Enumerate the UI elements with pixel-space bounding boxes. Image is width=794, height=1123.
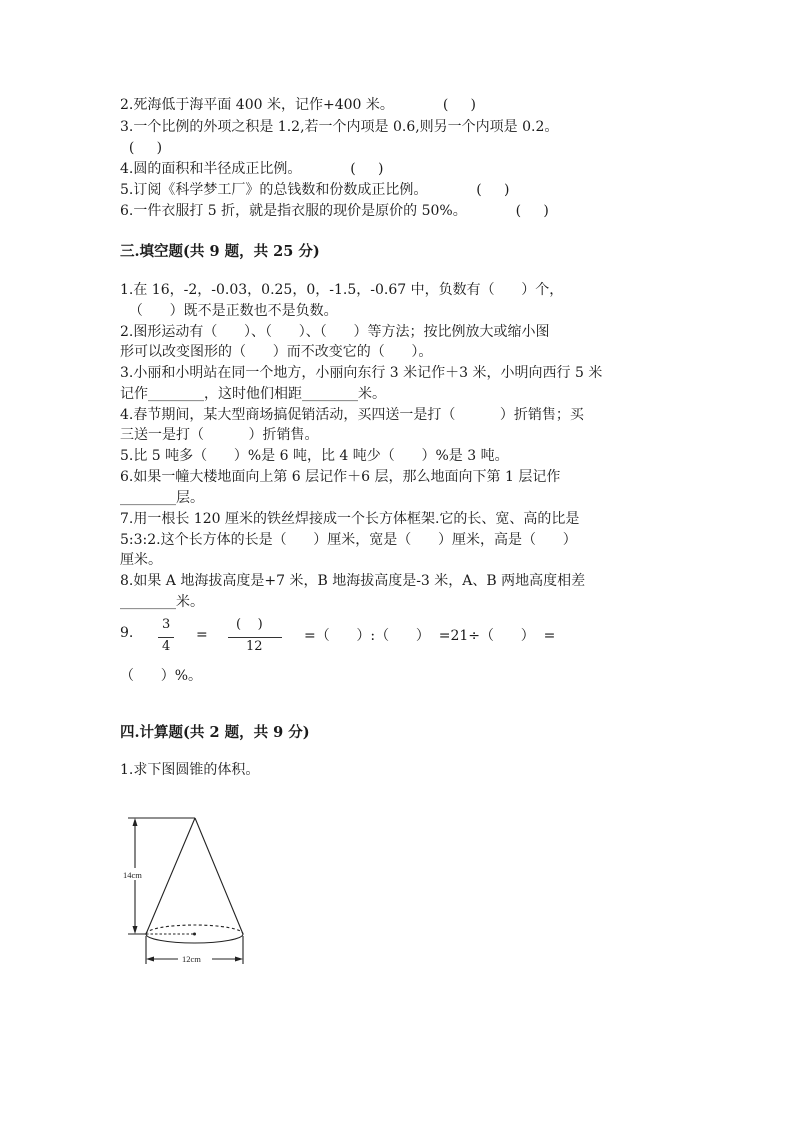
q9-equals-1: =: [196, 627, 208, 643]
fill-line-6: 记作________，这时他们相距________米。: [120, 386, 386, 402]
fill-line-10: 6.如果一幢大楼地面向上第 6 层记作＋6 层，那么地面向下第 1 层记作: [120, 469, 561, 485]
height-label: 14cm: [123, 870, 142, 880]
fill-line-5: 3.小丽和小明站在同一个地方，小丽向东行 3 米记作＋3 米，小明向西行 5 米: [120, 365, 603, 381]
judgement-item-3: 3.一个比例的外项之积是 1.2,若一个内项是 0.6,则另一个内项是 0.2。: [120, 119, 559, 135]
judgement-item-2: 2.死海低于海平面 400 米，记作+400 米。 ( ): [120, 97, 477, 113]
fill-line-15: 8.如果 A 地海拔高度是+7 米，B 地海拔高度是-3 米，A、B 两地高度相差: [120, 573, 586, 589]
section3-title: 三.填空题(共 9 题，共 25 分): [120, 243, 320, 260]
q9-rest: =（ ）:（ ） =21÷（ ） =: [304, 628, 556, 644]
fill-line-16: ________米。: [120, 594, 204, 610]
fill-line-2: （ ）既不是正数也不是负数。: [120, 303, 338, 319]
fill-line-7: 4.春节期间，某大型商场搞促销活动，买四送一是打（ ）折销售；买: [120, 407, 584, 423]
fill-line-11: ________层。: [120, 490, 204, 506]
cone-left-side: [146, 818, 195, 934]
fill-line-14: 厘米。: [120, 552, 162, 568]
q9-frac2-bar: [228, 637, 282, 638]
q9-frac1-bar: [158, 637, 174, 638]
fill-line-4: 形可以改变图形的（ ）而不改变它的（ ）。: [120, 344, 433, 360]
fill-line-1: 1.在 16，-2，-0.03，0.25，0，-1.5，-0.67 中，负数有（ ）个，: [120, 282, 564, 298]
fill-line-12: 7.用一根长 120 厘米的铁丝焊接成一个长方体框架.它的长、宽、高的比是: [120, 511, 580, 527]
cone-figure: [118, 808, 258, 973]
judgement-item-4: 4.圆的面积和半径成正比例。 ( ): [120, 161, 384, 177]
fill-line-13: 5:3:2.这个长方体的长是（ ）厘米，宽是（ ）厘米，高是（ ）: [120, 532, 577, 548]
q9-frac2-denominator: 12: [246, 639, 263, 654]
judgement-item-5: 5.订阅《科学梦工厂》的总钱数和份数成正比例。 ( ): [120, 182, 510, 198]
cone-right-side: [195, 818, 243, 934]
height-arrow-bottom: [133, 926, 138, 934]
q9-frac2-numerator: ( ): [236, 617, 263, 632]
diameter-arrow-left: [146, 957, 154, 962]
fill-line-9: 5.比 5 吨多（ ）%是 6 吨，比 4 吨少（ ）%是 3 吨。: [120, 448, 509, 464]
q9-frac1-denominator: 4: [162, 639, 171, 654]
judgement-item-3-bracket: ( ): [120, 140, 163, 156]
q9-number: 9.: [120, 625, 134, 641]
diameter-label: 12cm: [182, 954, 201, 964]
section4-title: 四.计算题(共 2 题，共 9 分): [120, 724, 310, 741]
q9-frac1-numerator: 3: [162, 617, 171, 632]
judgement-item-6: 6.一件衣服打 5 折，就是指衣服的现价是原价的 50%。 ( ): [120, 203, 549, 219]
cone-base-center: [193, 933, 196, 936]
diameter-arrow-right: [235, 957, 243, 962]
calc-question-1: 1.求下图圆锥的体积。: [120, 762, 260, 778]
fill-line-3: 2.图形运动有（ ）、（ ）、（ ）等方法；按比例放大或缩小图: [120, 324, 550, 340]
q9-line2: （ ）%。: [120, 668, 203, 684]
fill-line-8: 三送一是打（ ）折销售。: [120, 427, 319, 443]
height-arrow-top: [133, 818, 138, 826]
